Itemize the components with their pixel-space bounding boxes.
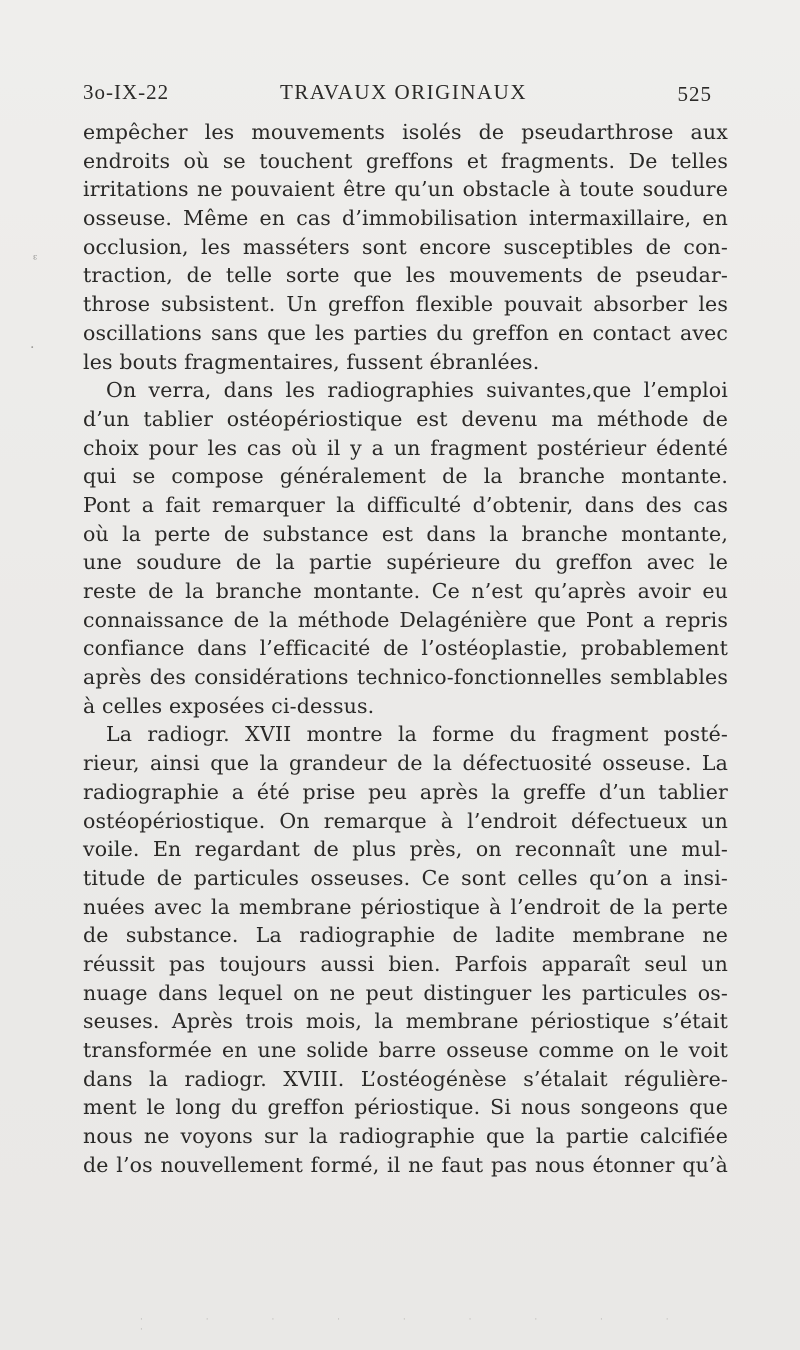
text-line: ostéopériostique. On remarque à l’endroit défectueux un [83, 808, 728, 833]
text-line: nous ne voyons sur la radiographie que la partie calcifiée [83, 1124, 728, 1149]
text-line: La radiogr. XVII montre la forme du fragment posté- [106, 722, 728, 747]
paragraph [83, 118, 728, 376]
text-line: irritations ne pouvaient être qu’un obstacle à toute soudure [83, 177, 728, 202]
header-title: TRAVAUX ORIGINAUX [280, 80, 527, 104]
text-line: ment le long du greffon périostique. Si nous songeons que [83, 1095, 728, 1120]
margin-speck: ᵋ [33, 252, 38, 268]
text-line: seuses. Après trois mois, la membrane périostique s’était [83, 1009, 728, 1034]
text-line: confiance dans l’efficacité de l’ostéoplastie, probablement [83, 636, 728, 661]
text-line: throse subsistent. Un greffon flexible pouvait absorber les [83, 292, 728, 317]
text-line: oscillations sans que les parties du greffon en contact avec [83, 320, 728, 345]
body-text [83, 118, 728, 1179]
text-line: rieur, ainsi que la grandeur de la défectuosité osseuse. La [83, 751, 728, 776]
text-line: de l’os nouvellement formé, il ne faut pas nous étonner qu’à [83, 1152, 728, 1177]
text-line: d’un tablier ostéopériostique est devenu ma méthode de [83, 406, 728, 431]
header-date: 3o-IX-22 [83, 80, 170, 104]
text-line: à celles exposées ci-dessus. [83, 693, 375, 718]
text-line: On verra, dans les radiographies suivantes,que l’emploi [106, 378, 728, 403]
text-line: où la perte de substance est dans la branche montante, [83, 521, 728, 546]
margin-speck: · [30, 340, 35, 356]
text-line: connaissance de la méthode Delagénière que Pont a repris [83, 607, 728, 632]
text-line: nuage dans lequel on ne peut distinguer les particules os- [83, 980, 728, 1005]
text-line: reste de la branche montante. Ce n’est qu’après avoir eu [83, 579, 728, 603]
page-number: 525 [677, 82, 712, 106]
text-line: après des considérations technico-fonctionnelles semblables [83, 665, 728, 690]
text-line: osseuse. Même en cas d’immobilisation intermaxillaire, en [83, 206, 728, 231]
bottom-specks: · · · · · · · · · · [140, 1315, 699, 1335]
text-line: Pont a fait remarquer la difficulté d’obtenir, dans des cas [83, 492, 728, 517]
text-line: qui se compose généralement de la branche montante. [83, 464, 728, 489]
text-line: endroits où se touchent greffons et fragments. De telles [83, 148, 728, 173]
text-line: réussit pas toujours aussi bien. Parfois apparaît seul un [83, 951, 728, 976]
text-line: voile. En regardant de plus près, on reconnaît une mul- [83, 837, 728, 862]
text-line: empêcher les mouvements isolés de pseudarthrose aux [83, 120, 728, 144]
paragraph [83, 720, 728, 1179]
paragraph [83, 376, 728, 720]
text-line: radiographie a été prise peu après la greffe d’un tablier [83, 779, 728, 804]
text-line: choix pour les cas où il y a un fragment postérieur édenté [83, 435, 728, 460]
text-line: transformée en une solide barre osseuse comme on le voit [83, 1038, 728, 1062]
text-line: titude de particules osseuses. Ce sont celles qu’on a insi- [83, 865, 728, 890]
text-line: dans la radiogr. XVIII. L’ostéogénèse s’étalait régulière- [83, 1066, 728, 1091]
text-line: traction, de telle sorte que les mouvements de pseudar- [83, 263, 728, 288]
text-line: les bouts fragmentaires, fussent ébranlées. [83, 349, 540, 374]
text-line: de substance. La radiographie de ladite membrane ne [83, 923, 728, 948]
text-line: occlusion, les masséters sont encore susceptibles de con- [83, 234, 728, 259]
text-line: nuées avec la membrane périostique à l’endroit de la perte [83, 894, 728, 919]
text-line: une soudure de la partie supérieure du greffon avec le [83, 550, 728, 575]
running-header [83, 80, 712, 114]
